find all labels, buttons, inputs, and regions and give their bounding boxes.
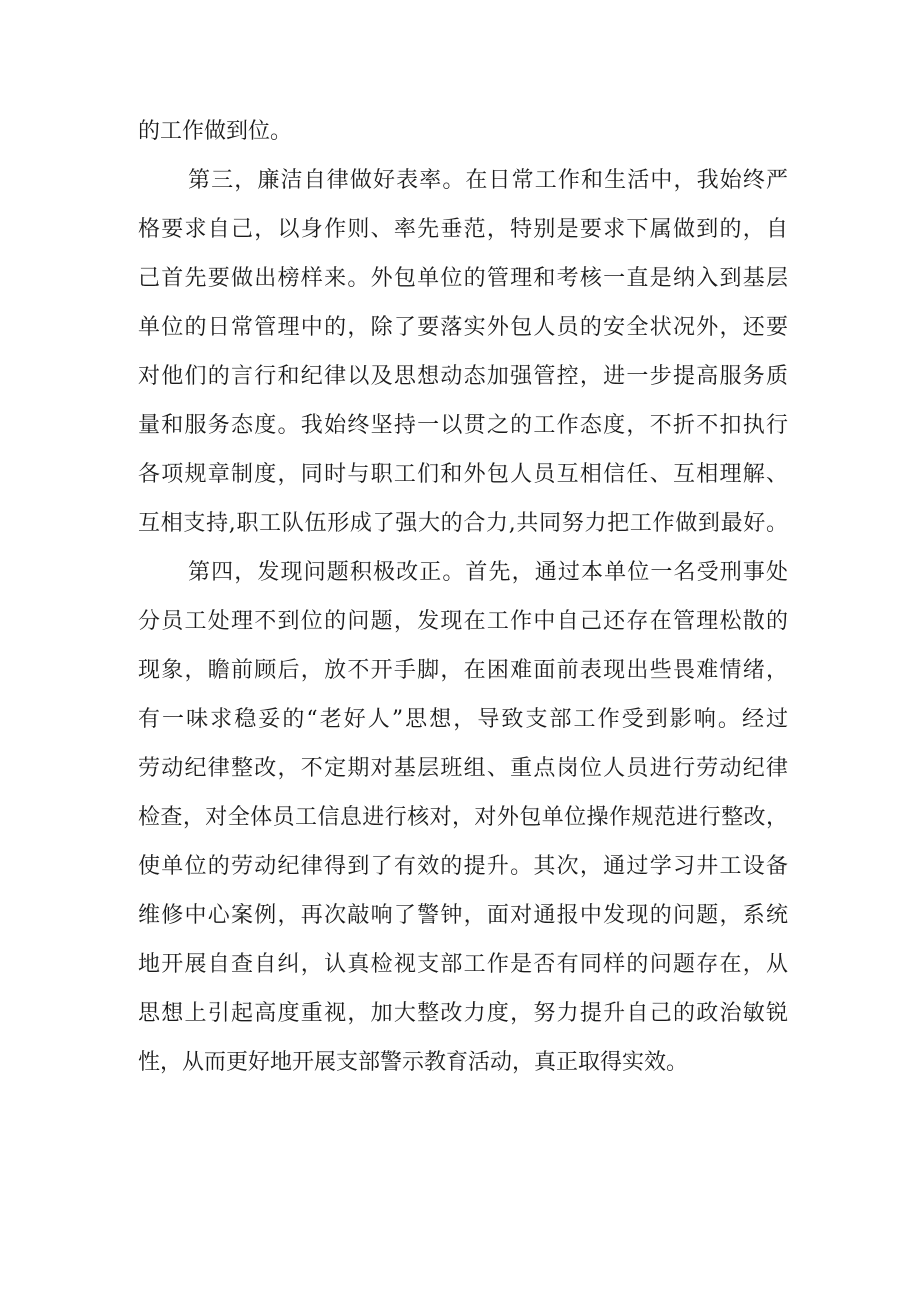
- text-line-20: 性，从而更好地开展支部警示教育活动，真正取得实效。: [138, 1050, 689, 1075]
- text-line-7: 量和服务态度。我始终坚持一以贯之的工作态度，不折不扣执行: [138, 413, 788, 438]
- text-line-8: 各项规章制度，同时与职工们和外包人员互相信任、互相理解、: [138, 462, 788, 487]
- text-line-6: 对他们的言行和纪律以及思想动态加强管控，进一步提高服务质: [138, 364, 788, 389]
- text-line-11: 分员工处理不到位的问题，发现在工作中自己还存在管理松散的: [138, 609, 788, 634]
- text-line-13: 有一味求稳妥的“老好人”思想，导致支部工作受到影响。经过: [138, 707, 788, 732]
- text-line-4: 己首先要做出榜样来。外包单位的管理和考核一直是纳入到基层: [138, 266, 788, 291]
- text-line-12: 现象，瞻前顾后，放不开手脚，在困难面前表现出些畏难情绪，: [138, 658, 788, 683]
- text-line-5: 单位的日常管理中的，除了要落实外包人员的安全状况外，还要: [138, 315, 788, 340]
- text-line-2: 第三，廉洁自律做好表率。在日常工作和生活中，我始终严: [188, 168, 788, 193]
- text-line-3: 格要求自己，以身作则、率先垂范，特别是要求下属做到的，自: [138, 217, 788, 242]
- text-line-9: 互相支持,职工队伍形成了强大的合力,共同努力把工作做到最好。: [138, 511, 788, 536]
- text-line-15: 检查，对全体员工信息进行核对，对外包单位操作规范进行整改，: [138, 805, 788, 830]
- text-line-18: 地开展自查自纠，认真检视支部工作是否有同样的问题存在，从: [138, 952, 788, 977]
- text-line-14: 劳动纪律整改，不定期对基层班组、重点岗位人员进行劳动纪律: [138, 756, 788, 781]
- text-line-1: 的工作做到位。: [138, 119, 293, 144]
- text-line-17: 维修中心案例，再次敲响了警钟，面对通报中发现的问题，系统: [138, 903, 788, 928]
- text-line-19: 思想上引起高度重视，加大整改力度，努力提升自己的政治敏锐: [138, 1001, 788, 1026]
- text-line-10: 第四，发现问题积极改正。首先，通过本单位一名受刑事处: [188, 560, 788, 585]
- text-line-16: 使单位的劳动纪律得到了有效的提升。其次，通过学习井工设备: [138, 854, 788, 879]
